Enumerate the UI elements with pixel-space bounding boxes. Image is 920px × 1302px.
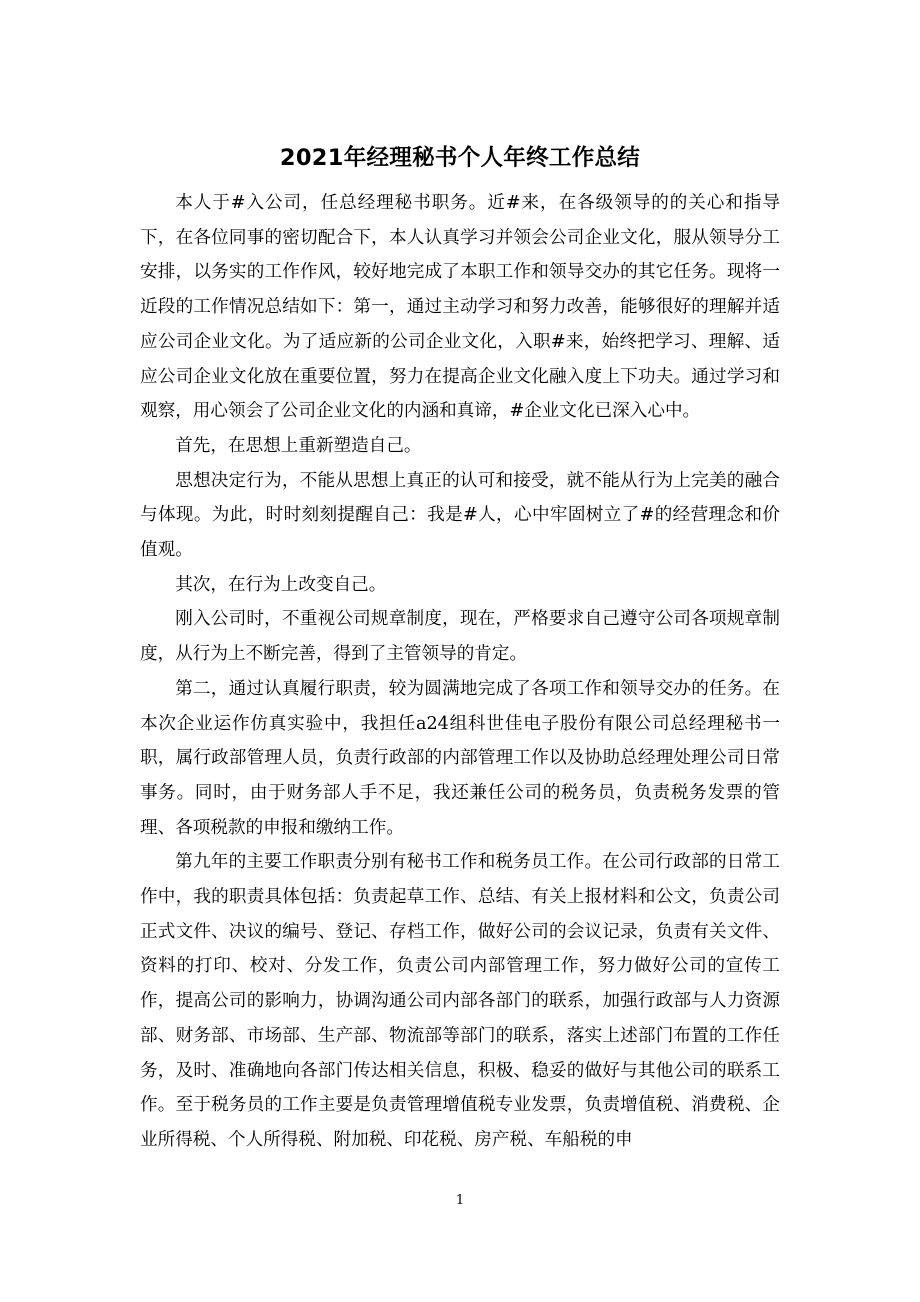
document-title: 2021年经理秘书个人年终工作总结 xyxy=(279,145,641,171)
paragraph: 第二，通过认真履行职责，较为圆满地完成了各项工作和领导交办的任务。在本次企业运作仿真实验中，我担任a24组科世佳电子股份有限公司总经理秘书一职，属行政部管理人员，负责行政部的内部管理工作以及协助总经理处理公司日常事务。同时，由于财务部人手不足，我还兼任公司的税务员，负责税务发票的管理、各项税款的申报和缴纳工作。 xyxy=(140,678,780,838)
paragraph: 本人于#入公司，任总经理秘书职务。近#来，在各级领导的的关心和指导下，在各位同事的密切配合下，本人认真学习并领会公司企业文化，服从领导分工安排，以务实的工作作风，较好地完成了本职工作和领导交办的其它任务。现将一近段的工作情况总结如下：第一，通过主动学习和努力改善，能够很好的理解并适应公司企业文化。为了适应新的公司企业文化，入职#来，始终把学习、理解、适应公司企业文化放在重要位置，努力在提高企业文化融入度上下功夫。通过学习和观察，用心领会了公司企业文化的内涵和真谛，#企业文化已深入心中。 xyxy=(140,193,780,422)
paragraph: 思想决定行为，不能从思想上真正的认可和接受，就不能从行为上完美的融合与体现。为此，时时刻刻提醒自己：我是#人，心中牢固树立了#的经营理念和价值观。 xyxy=(140,470,780,561)
paragraph: 其次，在行为上改变自己。 xyxy=(175,574,387,595)
paragraph: 刚入公司时，不重视公司规章制度，现在，严格要求自己遵守公司各项规章制度，从行为上不断完善，得到了主管领导的肯定。 xyxy=(140,609,780,665)
paragraph: 第九年的主要工作职责分别有秘书工作和税务员工作。在公司行政部的日常工作中，我的职责具体包括：负责起草工作、总结、有关上报材料和公文，负责公司正式文件、决议的编号、登记、存档工作，做好公司的会议记录，负责有关文件、资料的打印、校对、分发工作，负责公司内部管理工作，努力做好公司的宣传工作，提高公司的影响力，协调沟通公司内部各部门的联系，加强行政部与人力资源部、财务部、市场部、生产部、物流部等部门的联系，落实上述部门布置的工作任务，及时、准确地向各部门传达相关信息，积极、稳妥的做好与其他公司的联系工作。至于税务员的工作主要是负责管理增值税专业发票，负责增值税、消费税、企业所得税、个人所得税、附加税、印花税、房产税、车船税的申 xyxy=(140,852,780,1150)
document-body xyxy=(140,186,780,1158)
paragraph: 首先，在思想上重新塑造自己。 xyxy=(175,435,422,456)
page-number: 1 xyxy=(455,1193,465,1208)
